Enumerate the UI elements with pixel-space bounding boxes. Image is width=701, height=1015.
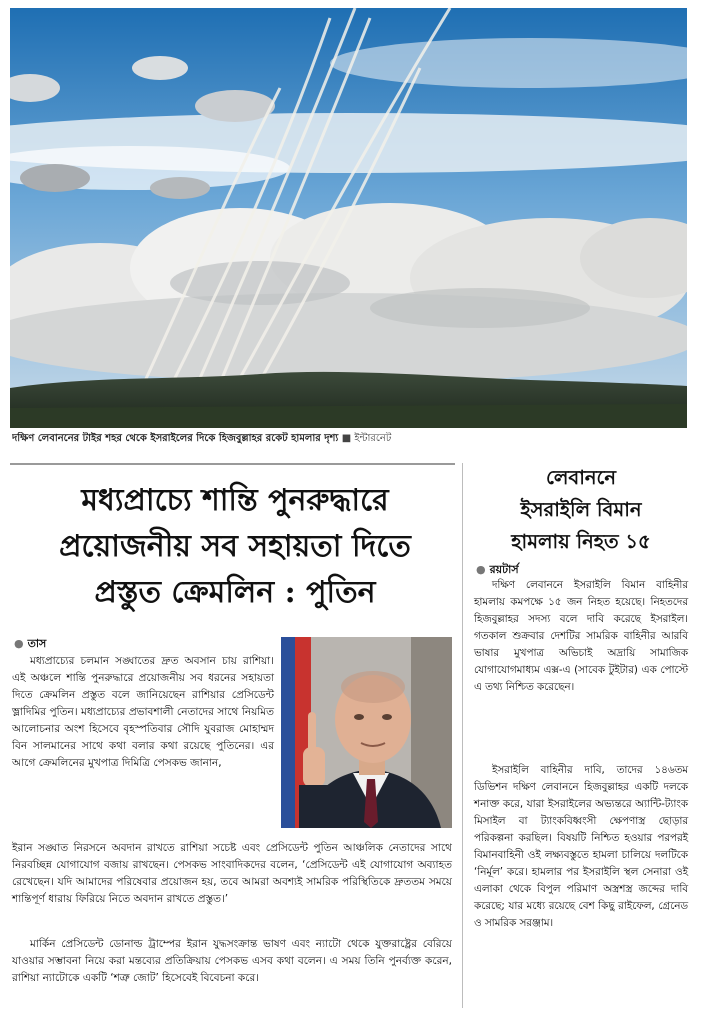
side-headline-line: হামলায় নিহত ১৫ xyxy=(511,530,651,553)
main-continuation-paragraph: ইরান সঙ্ঘাত নিরসনে অবদান রাখতে রাশিয়া সচেষ্ট এবং প্রেসিডেন্ট পুতিন আঞ্চলিক নেতাদের সাথে নিরবচ্ছিন্ন যোগাযোগ বজায় রাখছেন। পেসকভ সাংবাদিকদের বলেন, ‘প্রেসিডেন্ট এই যোগাযোগ অব্যাহত রেখেছেন। যদি আমাদের পরিষেবার প্রয়োজন হয়, তবে আমরা অবশ্যই সামরিক পরিস্থিতিকে দ্রুততম সময়ে শান্তিপূর্ণ ধারায় ফিরিয়ে নিতে অবদান রাখতে প্রস্তুত।’ xyxy=(12,842,452,905)
caption-source-square-icon: ■ xyxy=(341,433,355,444)
main-headline-line: মধ্যপ্রাচ্যে শান্তি পুনরুদ্ধারে xyxy=(81,483,389,518)
photo-caption xyxy=(12,432,682,446)
side-paragraph: দক্ষিণ লেবাননে ইসরাইলি বিমান বাহিনীর হামলায় কমপক্ষে ১৫ জন নিহত হয়েছে। নিহতদের হিজবুল্লাহর সদস্য বলে দাবি করেছে ইসরাইল। গতকাল শুক্রবার দেশটির সামরিক বাহিনীর আরবি ভাষার মুখপাত্র অভিচাই অদ্রায়ি সামাজিক যোগাযোগমাধ্যম এক্স-এ (সাবেক টুইটার) এক পোস্টে এ তথ্য নিশ্চিত করেছেন। xyxy=(474,579,688,693)
main-headline-line: প্রস্তুত ক্রেমলিন : পুতিন xyxy=(94,575,376,610)
main-headline-line: প্রয়োজনীয় সব সহায়তা দিতে xyxy=(59,529,411,564)
main-headline xyxy=(10,478,460,616)
main-byline xyxy=(14,635,46,654)
putin-photo xyxy=(281,637,452,828)
side-headline-line: ইসরাইলি বিমান xyxy=(520,498,642,521)
side-headline xyxy=(470,462,692,558)
side-byline-text: রয়টার্স xyxy=(489,563,519,576)
bullet-icon: ● xyxy=(14,637,24,650)
bullet-icon: ● xyxy=(476,563,486,576)
caption-text: দক্ষিণ লেবাননের টাইর শহর থেকে ইসরাইলের দিকে হিজবুল্লাহর রকেট হামলার দৃশ্য xyxy=(12,433,339,444)
side-paragraph: ইসরাইলি বাহিনীর দাবি, তাদের ১৪৬তম ডিভিশন দক্ষিণ লেবাননে হিজবুল্লাহর একটি দলকে শনাক্ত করে, যারা ইসরাইলের অভ্যন্তরে অ্যান্টি-ট্যাংক মিসাইল বা ট্যাংকবিধ্বংসী ক্ষেপণাস্ত্র ছোড়ার পরিকল্পনা করছিল। বিষয়টি নিশ্চিত হওয়ার পরপরই বিমানবাহিনী ওই লক্ষ্যবস্তুতে হামলা চালিয়ে দলটিকে ‘নির্মূল’ করে। হামলার পর ইসরাইলি স্থল সেনারা ওই এলাকা থেকে বিপুল পরিমাণ অস্ত্রশস্ত্র জব্দের দাবি করেছে; যার মধ্যে রয়েছে বেশ কিছু রাইফেল, গ্রেনেড ও সামরিক সরঞ্জাম। xyxy=(474,764,688,929)
main-closing-paragraph: মার্কিন প্রেসিডেন্ট ডোনাল্ড ট্রাম্পের ইরান যুদ্ধসংক্রান্ত ভাষণ এবং ন্যাটো থেকে যুক্তরাষ্ট্রের বেরিয়ে যাওয়ার সম্ভাবনা নিয়ে করা মন্তব্যের প্রতিক্রিয়ায় পেসকভ এসব কথা বলেন। এ সময় তিনি পুনর্ব্যক্ত করেন, রাশিয়া ন্যাটোকে একটি ‘শত্রু জোট’ হিসেবেই বিবেচনা করে। xyxy=(12,938,452,984)
main-byline-text: তাস xyxy=(27,637,47,650)
main-lead-paragraph: মধ্যপ্রাচ্যের চলমান সঙ্ঘাতের দ্রুত অবসান চায় রাশিয়া। এই অঞ্চলে শান্তি পুনরুদ্ধারে প্রয়োজনীয় সব ধরনের সহায়তা দিতে ক্রেমলিন প্রস্তুত বলে জানিয়েছেন রাশিয়ার প্রেসিডেন্ট ভ্লাদিমির পুতিন। মধ্যপ্রাচ্যের প্রভাবশালী নেতাদের সাথে নিয়মিত আলোচনার অংশ হিসেবে বৃহস্পতিবার সৌদি যুবরাজ মোহাম্মদ বিন সালমানের সাথে কথা বলার কথা রয়েছে পুতিনের। এর আগে ক্রেমলিনের মুখপাত্র দিমিত্রি পেসকভ জানান, xyxy=(12,655,274,769)
column-divider xyxy=(462,463,463,1008)
section-divider xyxy=(10,463,455,465)
caption-source: ইন্টারনেট xyxy=(354,433,392,444)
side-headline-line: লেবাননে xyxy=(545,466,617,489)
rocket-trails-photo xyxy=(10,8,687,428)
